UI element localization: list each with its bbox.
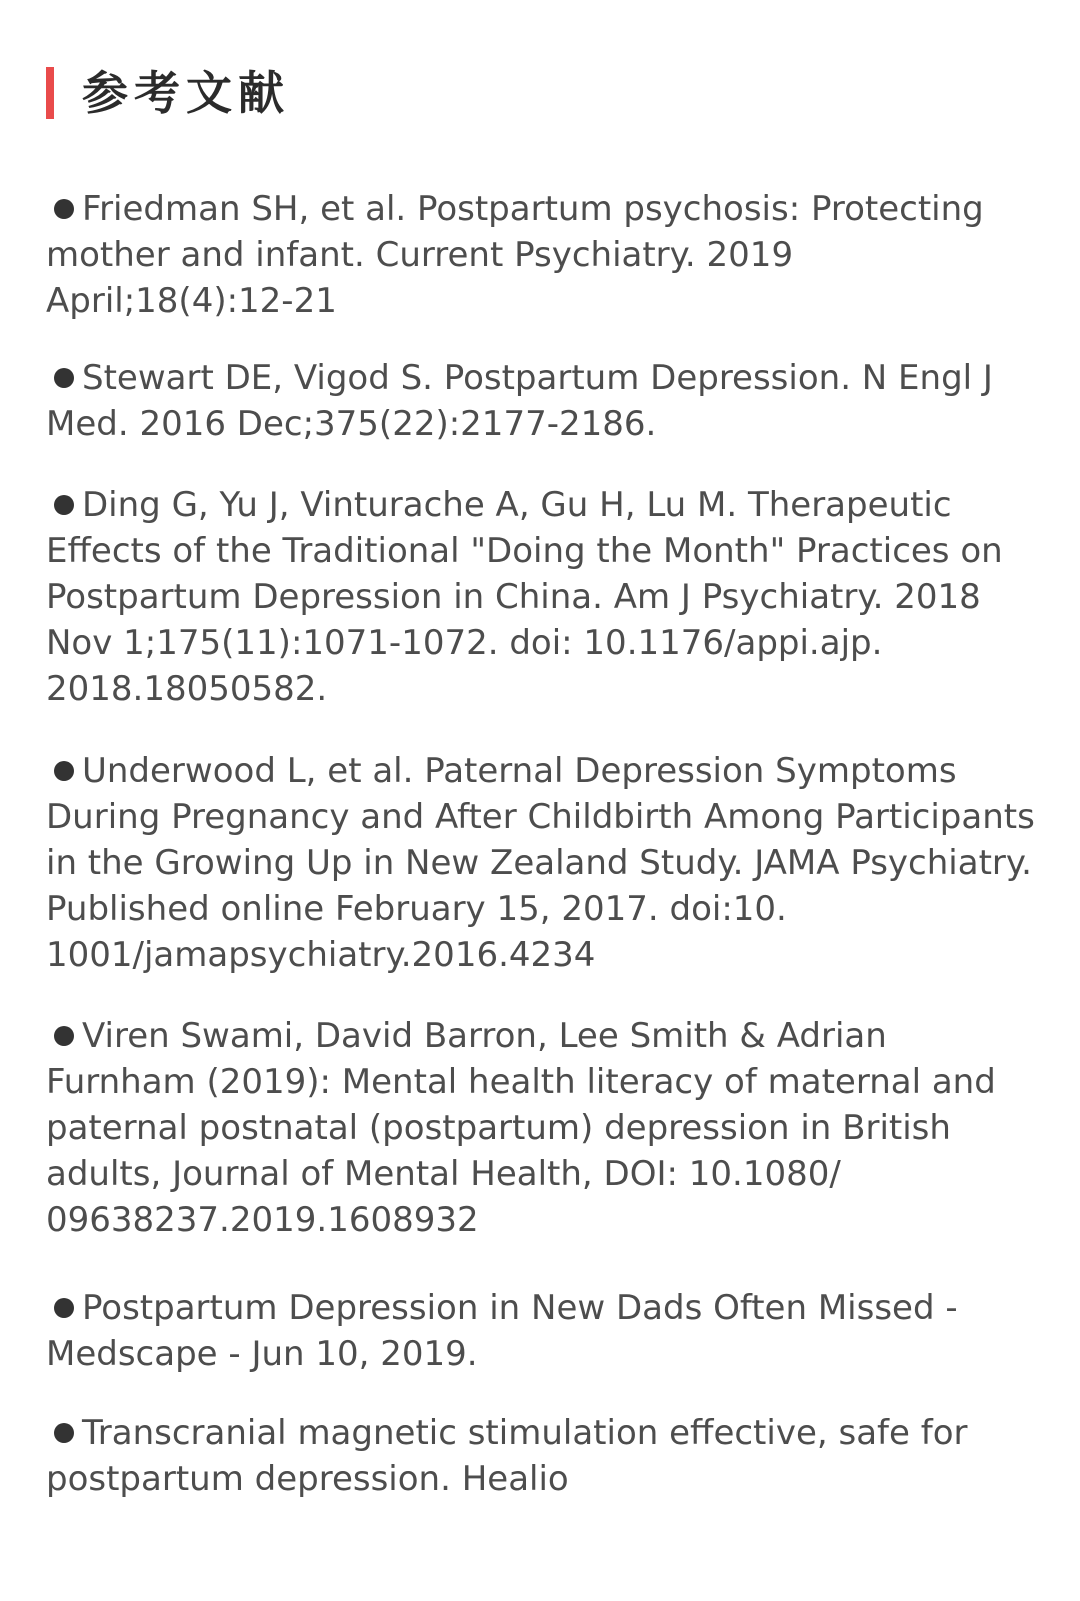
reference-text: Stewart DE, Vigod S. Postpartum Depression. N Engl J Med. 2016 Dec;375(22):2177-2186.	[46, 358, 993, 444]
reference-item	[46, 1013, 1046, 1243]
reference-text: Friedman SH, et al. Postpartum psychosis: Protecting mother and infant. Current Psychiatry. 2019 April;18(4):12-21	[46, 189, 984, 321]
reference-item	[46, 186, 1046, 324]
reference-text: Viren Swami, David Barron, Lee Smith & Adrian Furnham (2019): Mental health literacy of maternal and paternal postnatal (postpartum) depression in British adults, Journal of Mental Health, DOI: 10.1080/ 09638237.2019.1608932	[46, 1016, 996, 1240]
reference-item	[46, 1285, 1046, 1377]
reference-text: Transcranial magnetic stimulation effective, safe for postpartum depression. Healio	[46, 1413, 968, 1499]
reference-item	[46, 1410, 1046, 1502]
bullet-icon	[54, 761, 74, 781]
bullet-icon	[54, 495, 74, 515]
bullet-icon	[54, 1298, 74, 1318]
bullet-icon	[54, 199, 74, 219]
bullet-icon	[54, 1423, 74, 1443]
reference-item	[46, 748, 1046, 978]
bullet-icon	[54, 1026, 74, 1046]
reference-text: Postpartum Depression in New Dads Often Missed - Medscape - Jun 10, 2019.	[46, 1288, 958, 1374]
reference-text: Underwood L, et al. Paternal Depression Symptoms During Pregnancy and After Childbirth Among Participants in the Growing Up in New Zealand Study. JAMA Psychiatry. Published online February 15, 2017. doi:10. 1001/jamapsychiatry.2016.4234	[46, 751, 1035, 975]
section-header	[46, 64, 290, 122]
section-title: 参考文献	[82, 66, 290, 120]
reference-item	[46, 482, 1046, 712]
accent-bar	[46, 67, 54, 119]
reference-item	[46, 355, 1046, 447]
reference-text: Ding G, Yu J, Vinturache A, Gu H, Lu M. Therapeutic Effects of the Traditional "Doing the Month" Practices on Postpartum Depression in China. Am J Psychiatry. 2018 Nov 1;175(11):1071-1072. doi: 10.1176/appi.ajp. 2018.18050582.	[46, 485, 1003, 709]
bullet-icon	[54, 368, 74, 388]
